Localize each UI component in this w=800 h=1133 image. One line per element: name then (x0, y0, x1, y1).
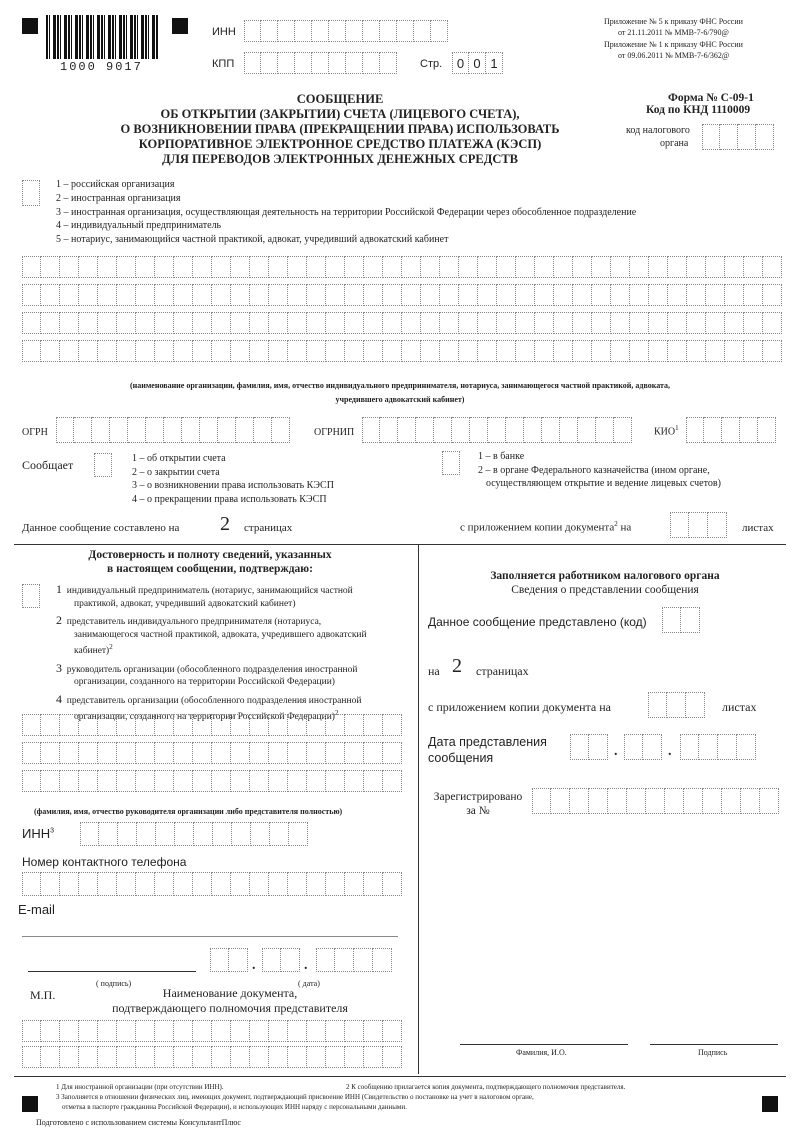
footnote-divider (14, 1076, 786, 1077)
corner-marker-tr (172, 18, 188, 34)
right-on-word: на (428, 664, 440, 678)
tax-authority-code-label: код налогового (626, 125, 690, 136)
barcode (46, 15, 158, 59)
officer-name-caption: Фамилия, И.О. (516, 1048, 567, 1057)
column-divider (418, 544, 419, 1074)
header-inn-field[interactable] (244, 20, 448, 42)
corner-marker-bl (22, 1096, 38, 1112)
org-type-option: 2 – иностранная организация (56, 192, 181, 204)
signer-footnote-ref: 2 (109, 643, 113, 651)
composed-on-label: Данное сообщение составлено на (22, 522, 180, 534)
org-type-option: 3 – иностранная организация, осуществляющая деятельность на территории Российской Федерации через обособленное подразделение (56, 206, 637, 218)
date-month-field[interactable] (262, 948, 300, 972)
tax-authority-code-field[interactable] (702, 124, 774, 150)
sheets-word: листах (742, 522, 774, 534)
pages-word: страницах (244, 522, 293, 534)
org-name-caption: (наименование организации, фамилия, имя, отчество индивидуального предпринимателя, нотариуса, занимающегося частной практикой, адвоката, (129, 381, 671, 390)
attachment-on: на (620, 521, 632, 534)
page-count: 2 (220, 513, 230, 535)
right-page-count: 2 (452, 655, 462, 677)
tax-officer-title: Заполняется работником налогового органа (490, 570, 720, 582)
submission-info-title: Сведения о представлении сообщения (511, 584, 699, 596)
registered-line: Зарегистрировано (433, 791, 523, 803)
attachment-footnote-ref: 2 (614, 520, 618, 528)
signer-type-field[interactable] (22, 584, 40, 608)
account-place-list (478, 450, 721, 491)
registration-number-field[interactable] (532, 788, 779, 814)
signature-caption: ( подпись) (96, 979, 132, 988)
form-title-line: О ВОЗНИКНОВЕНИИ ПРАВА (ПРЕКРАЩЕНИИ ПРАВА) ИСПОЛЬЗОВАТЬ (120, 122, 560, 136)
report-option: 2 – о закрытии счета (132, 466, 220, 478)
doc-name-field[interactable] (22, 1020, 402, 1068)
report-option: 3 – о возникновении права использовать КЭСП (132, 480, 334, 491)
signature-line[interactable] (28, 971, 196, 972)
place-option: 1 – в банке (478, 451, 525, 462)
signer-option: представитель организации (обособленного подразделения иностранной (66, 695, 362, 706)
org-name-caption-2: учредившего адвокатский кабинет) (335, 395, 465, 404)
place-option-continued: осуществляющем открытие и ведение лицевых счетов) (486, 478, 721, 489)
page-digit: 1 (486, 52, 503, 74)
right-attachment-sheets-field[interactable] (648, 692, 705, 718)
corner-marker-br (762, 1096, 778, 1112)
org-type-option: 5 – нотариус, занимающийся частной практикой, адвокат, учредивший адвокатский кабинет (56, 234, 449, 246)
date-separator: . (668, 744, 672, 759)
signer-option-continued: практикой, адвокат, учредивший адвокатский кабинет) (74, 598, 296, 609)
header-kpp-label: КПП (212, 58, 235, 70)
kio-label (654, 424, 679, 437)
signer-fio-caption: (фамилия, имя, отчество руководителя организации либо представителя полностью) (34, 807, 343, 816)
email-field[interactable] (22, 936, 398, 937)
right-sheets-word: листах (722, 700, 757, 714)
knd-code: Код по КНД 1110009 (646, 104, 751, 116)
registered-line: за № (466, 805, 490, 817)
org-type-option: 1 – российская организация (56, 179, 175, 190)
signer-option-continued: занимающегося частной практикой, адвоката, учредившего адвокатский (74, 629, 367, 640)
page-number-field (452, 52, 503, 74)
signer-inn-field[interactable] (80, 822, 308, 846)
signer-fio-field[interactable] (22, 714, 402, 792)
tax-authority-code-label-2: органа (660, 138, 689, 149)
section-divider (14, 544, 786, 545)
date-separator: . (304, 958, 308, 973)
date-caption: ( дата) (298, 979, 320, 988)
barcode-number: 1000 9017 (60, 60, 143, 74)
officer-name-line[interactable] (460, 1044, 628, 1045)
footnote-2: 2 К сообщению прилагается копия документа, подтверждающего полномочия представителя. (346, 1083, 626, 1091)
submitted-code-field[interactable] (662, 607, 700, 633)
reports-label: Сообщает (22, 458, 74, 472)
submission-year-field[interactable] (680, 734, 756, 760)
signer-option-continued: организации, созданного на территории Российской Федерации) (74, 677, 335, 688)
appendix-2-date: от 09.06.2011 № ММВ-7-6/362@ (618, 51, 730, 60)
signer-option-number: 3 (56, 660, 62, 675)
phone-label: Номер контактного телефона (22, 855, 187, 869)
signer-option-number: 4 (56, 691, 62, 706)
attachment-label (460, 520, 631, 534)
date-separator: . (614, 744, 618, 759)
kio-text: КИО (654, 426, 676, 438)
prepared-with: Подготовлено с использованием системы КонсультантПлюс (36, 1118, 241, 1127)
ogrnip-field[interactable] (362, 417, 632, 443)
confirm-title-line: Достоверность и полноту сведений, указанных (88, 549, 332, 561)
submission-date-label (428, 734, 547, 766)
date-day-field[interactable] (210, 948, 248, 972)
signer-inn-footnote-ref: 3 (50, 827, 55, 835)
signer-footnote-ref: 2 (334, 709, 339, 718)
org-type-list (56, 178, 636, 247)
signer-option-continued: кабинет) (74, 646, 110, 657)
doc-name-line: Наименование документа, (162, 986, 298, 1000)
signer-option: индивидуальный предприниматель (нотариус, занимающийся частной (66, 586, 353, 596)
header-kpp-field[interactable] (244, 52, 397, 74)
confirm-title (30, 548, 390, 576)
form-title-line: ДЛЯ ПЕРЕВОДОВ ЭЛЕКТРОННЫХ ДЕНЕЖНЫХ СРЕДСТВ (161, 152, 519, 166)
stamp-place: М.П. (30, 988, 56, 1002)
date-year-field[interactable] (316, 948, 392, 972)
officer-signature-caption: Подпись (698, 1048, 728, 1057)
footnote-1: 1 Для иностранной организации (при отсутствии ИНН). (56, 1083, 224, 1091)
submitted-code-label: Данное сообщение представлено (код) (428, 615, 647, 629)
header-inn-label: ИНН (212, 26, 236, 38)
signer-option: представитель индивидуального предпринимателя (нотариуса, (66, 617, 322, 627)
org-name-field[interactable] (22, 256, 782, 362)
signer-type-list (56, 583, 367, 724)
phone-field[interactable] (22, 872, 402, 896)
attachment-sheets-field[interactable] (670, 512, 727, 538)
footnote-3-continued: отметка в паспорте гражданина Российской Федерации), и использующих ИНН наряду с персональными данными. (62, 1103, 407, 1111)
form-title (120, 92, 560, 167)
doc-name-label (80, 986, 380, 1016)
submission-month-field[interactable] (624, 734, 662, 760)
kio-footnote-ref: 1 (675, 424, 679, 432)
ogrnip-label: ОГРНИП (314, 427, 355, 438)
signer-option: руководитель организации (обособленного подразделения иностранной (66, 664, 358, 675)
signer-inn-label (22, 826, 54, 841)
officer-signature-line[interactable] (650, 1044, 778, 1045)
right-attachment-label: с приложением копии документа на (428, 700, 611, 714)
report-option: 1 – об открытии счета (132, 453, 226, 464)
confirm-title-line: в настоящем сообщении, подтверждаю: (107, 563, 313, 575)
form-number: Форма № С-09-1 (668, 92, 754, 104)
report-type-list (132, 452, 334, 506)
submission-day-field[interactable] (570, 734, 608, 760)
signer-inn-text: ИНН (22, 826, 51, 841)
appendix-2: Приложение № 1 к приказу ФНС России (604, 40, 743, 49)
signer-option-number: 1 (56, 582, 62, 596)
attachment-text: с приложением копии документа (460, 521, 615, 534)
submission-date-line: сообщения (428, 751, 494, 765)
kio-field[interactable] (686, 417, 776, 443)
place-option: 2 – в органе Федерального казначейства (ином органе, (478, 464, 710, 476)
corner-marker-tl (22, 18, 38, 34)
account-place-field[interactable] (442, 451, 460, 475)
appendix-1-date: от 21.11.2011 № ММВ-7-6/790@ (618, 28, 729, 37)
form-title-line: ОБ ОТКРЫТИИ (ЗАКРЫТИИ) СЧЕТА (ЛИЦЕВОГО СЧЕТА), (160, 107, 520, 121)
report-option: 4 – о прекращении права использовать КЭСП (132, 493, 327, 505)
form-title-line: СООБЩЕНИЕ (296, 92, 384, 106)
org-type-option: 4 – индивидуальный предприниматель (56, 220, 222, 232)
footnote-3: 3 Заполняется в отношении физических лиц, имеющих документ, подтверждающий присвоение ИНН (Свидетельство о постановке на учет в налоговом органе, (56, 1093, 534, 1101)
appendix-1: Приложение № 5 к приказу ФНС России (604, 17, 743, 26)
registered-label (428, 790, 528, 818)
ogrn-field[interactable] (56, 417, 290, 443)
submission-date-line: Дата представления (428, 735, 547, 749)
org-type-field[interactable] (22, 180, 40, 206)
doc-name-line: подтверждающего полномочия представителя (112, 1001, 348, 1015)
date-separator: . (252, 958, 256, 973)
signer-option-continued: организации, созданного на территории Российской Федерации) (74, 712, 335, 723)
form-title-line: КОРПОРАТИВНОЕ ЭЛЕКТРОННОЕ СРЕДСТВО ПЛАТЕЖА (КЭСП) (138, 137, 542, 151)
report-type-field[interactable] (94, 453, 112, 477)
right-pages-word: страницах (476, 664, 529, 678)
page-digit: 0 (452, 52, 469, 74)
page-number-label: Стр. (420, 58, 443, 70)
page-digit: 0 (469, 52, 486, 74)
signer-option-number: 2 (56, 613, 62, 627)
email-label: E-mail (18, 902, 55, 917)
ogrn-label: ОГРН (22, 427, 48, 438)
